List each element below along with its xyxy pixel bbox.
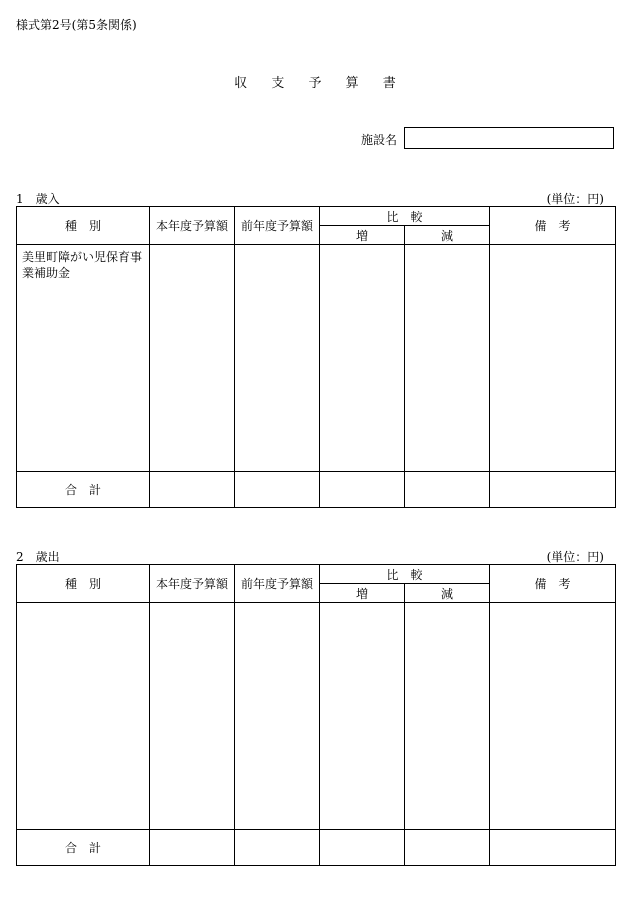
title-char: 支 [271, 76, 285, 91]
decrease-cell[interactable] [405, 245, 490, 472]
total-current-budget-cell[interactable] [150, 830, 235, 866]
table-row [17, 603, 616, 830]
header-kind: 種 別 [17, 565, 150, 603]
form-number: 様式第2号(第5条関係) [16, 18, 137, 32]
revenue-unit-label: (単位：円) [546, 192, 604, 206]
previous-budget-cell[interactable] [235, 245, 320, 472]
total-increase-cell[interactable] [320, 472, 405, 508]
total-current-budget-cell[interactable] [150, 472, 235, 508]
total-label: 合 計 [17, 830, 150, 866]
header-decrease: 減 [405, 226, 490, 245]
facility-name-label: 施設名 [361, 133, 398, 147]
table-row [17, 245, 616, 472]
header-increase: 増 [320, 584, 405, 603]
header-current-budget: 本年度予算額 [150, 207, 235, 245]
total-increase-cell[interactable] [320, 830, 405, 866]
remarks-cell[interactable] [490, 245, 616, 472]
title-char: 書 [382, 76, 396, 91]
expenditure-unit-label: (単位：円) [546, 550, 604, 564]
title-char: 算 [345, 76, 359, 91]
kind-cell[interactable] [17, 603, 150, 830]
current-budget-cell[interactable] [150, 245, 235, 472]
header-remarks: 備 考 [490, 565, 616, 603]
header-comparison: 比 較 [320, 565, 490, 584]
total-row [17, 472, 616, 508]
header-remarks: 備 考 [490, 207, 616, 245]
total-decrease-cell[interactable] [405, 472, 490, 508]
kind-cell[interactable] [17, 245, 150, 472]
current-budget-cell[interactable] [150, 603, 235, 830]
increase-cell[interactable] [320, 603, 405, 830]
header-increase: 増 [320, 226, 405, 245]
total-previous-budget-cell[interactable] [235, 472, 320, 508]
total-row [17, 830, 616, 866]
revenue-table [16, 206, 616, 508]
document-title [0, 72, 630, 91]
header-comparison: 比 較 [320, 207, 490, 226]
remarks-cell[interactable] [490, 603, 616, 830]
header-previous-budget: 前年度予算額 [235, 207, 320, 245]
expenditure-section-title: 2 歳出 [16, 550, 60, 564]
total-remarks-cell[interactable] [490, 472, 616, 508]
increase-cell[interactable] [320, 245, 405, 472]
header-decrease: 減 [405, 584, 490, 603]
title-char: 予 [308, 76, 322, 91]
kind-text: 美里町障がい児保育事業補助金 [22, 250, 143, 280]
facility-name-field[interactable] [404, 127, 614, 149]
total-label: 合 計 [17, 472, 150, 508]
total-remarks-cell[interactable] [490, 830, 616, 866]
total-decrease-cell[interactable] [405, 830, 490, 866]
header-kind: 種 別 [17, 207, 150, 245]
expenditure-table [16, 564, 616, 866]
previous-budget-cell[interactable] [235, 603, 320, 830]
header-current-budget: 本年度予算額 [150, 565, 235, 603]
decrease-cell[interactable] [405, 603, 490, 830]
total-previous-budget-cell[interactable] [235, 830, 320, 866]
header-previous-budget: 前年度予算額 [235, 565, 320, 603]
title-char: 収 [234, 76, 248, 91]
revenue-section-title: 1 歳入 [16, 192, 60, 206]
